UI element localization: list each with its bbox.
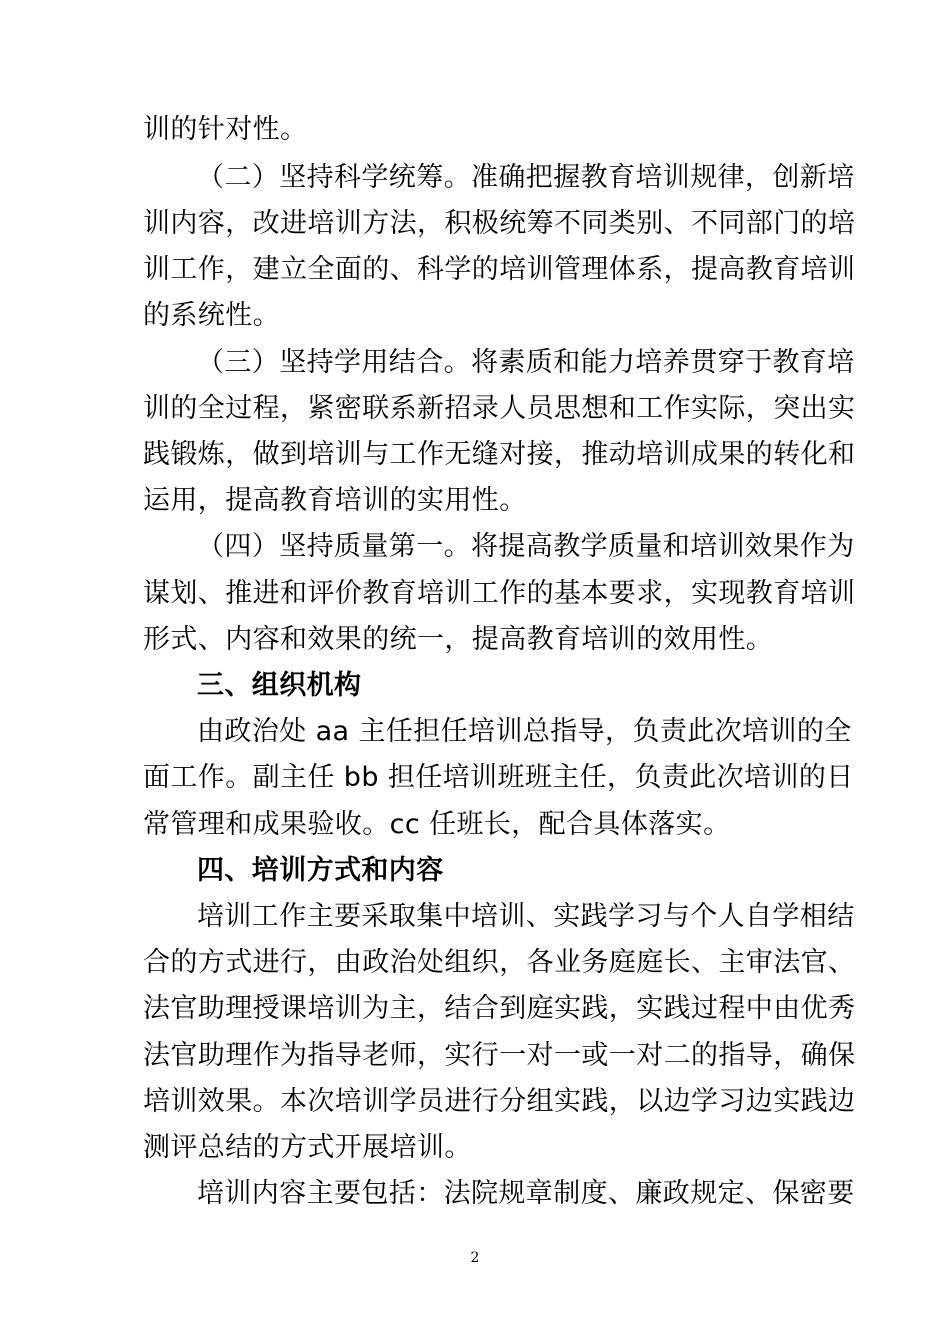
- page-number: 2: [470, 1250, 480, 1266]
- section-heading-organization: 三、组织机构: [197, 670, 362, 701]
- paragraph-organization: 由政治处 aa 主任担任培训总指导，负责此次培训的全: [197, 716, 852, 747]
- section-heading-training-method: 四、培训方式和内容: [197, 855, 444, 886]
- text-line: 培训效果。本次培训学员进行分组实践，以边学习边实践边: [143, 1086, 856, 1117]
- text-line: 训内容，改进培训方法，积极统筹不同类别、不同部门的培: [143, 208, 856, 239]
- text-line: 法官助理授课培训为主，结合到庭实践，实践过程中由优秀: [143, 993, 856, 1024]
- paragraph-training-content: 培训内容主要包括：法院规章制度、廉政规定、保密要: [197, 1178, 855, 1209]
- text-line: 常管理和成果验收。cc 任班长，配合具体落实。: [143, 809, 731, 840]
- paragraph-principle-4: （四）坚持质量第一。将提高教学质量和培训效果作为: [197, 531, 855, 562]
- paragraph-principle-3: （三）坚持学用结合。将素质和能力培养贯穿于教育培: [197, 347, 855, 378]
- text-line: 运用，提高教育培训的实用性。: [143, 485, 527, 516]
- paragraph-principle-2: （二）坚持科学统筹。准确把握教育培训规律，创新培: [197, 162, 855, 193]
- text-line: 训工作，建立全面的、科学的培训管理体系，提高教育培训: [143, 254, 856, 285]
- text-line: 的系统性。: [143, 300, 280, 331]
- text-line: 训的全过程，紧密联系新招录人员思想和工作实际，突出实: [143, 393, 856, 424]
- text-line: 践锻炼，做到培训与工作无缝对接，推动培训成果的转化和: [143, 439, 856, 470]
- text-line: 测评总结的方式开展培训。: [143, 1132, 472, 1163]
- text-line: 合的方式进行，由政治处组织，各业务庭庭长、主审法官、: [143, 947, 856, 978]
- text-line: 法官助理作为指导老师，实行一对一或一对二的指导，确保: [143, 1040, 856, 1071]
- text-line: 训的针对性。: [143, 114, 308, 145]
- text-line: 形式、内容和效果的统一，提高教育培训的效用性。: [143, 624, 774, 655]
- text-line: 谋划、推进和评价教育培训工作的基本要求，实现教育培训: [143, 578, 856, 609]
- paragraph-training-method: 培训工作主要采取集中培训、实践学习与个人自学相结: [197, 901, 855, 932]
- text-line: 面工作。副主任 bb 担任培训班班主任，负责此次培训的日: [143, 762, 854, 793]
